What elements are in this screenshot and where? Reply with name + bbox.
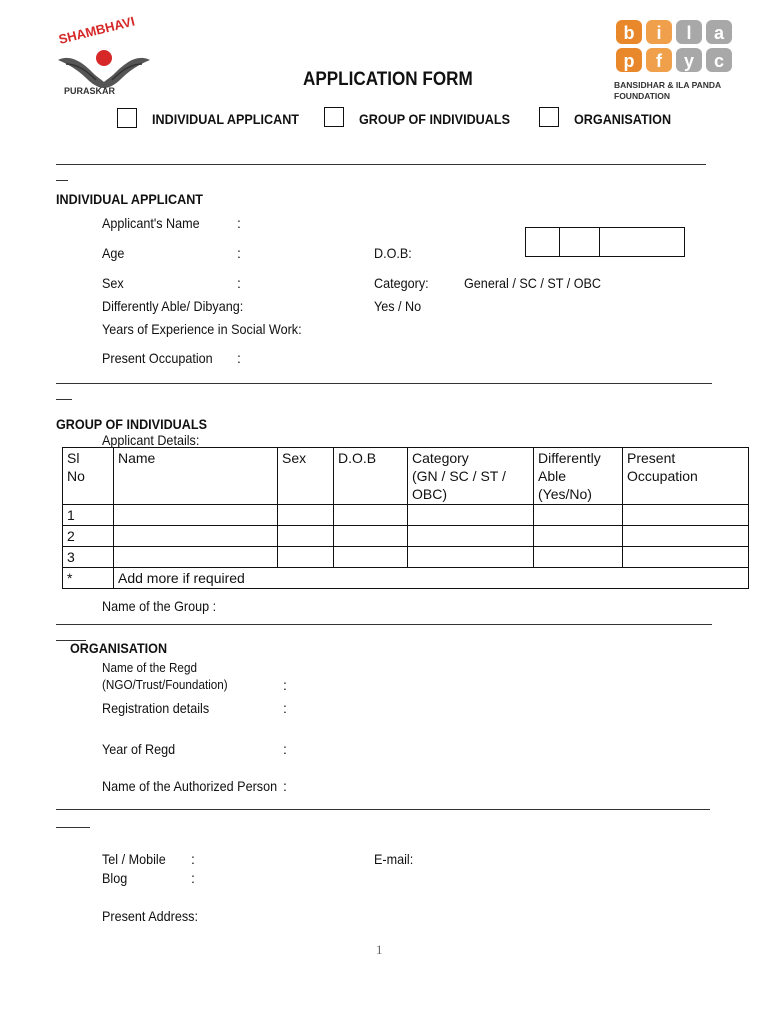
year-of-regd-colon: :	[283, 741, 287, 757]
regd-name-colon: :	[283, 677, 287, 693]
differently-able-options: Yes / No	[374, 298, 422, 314]
tel-mobile-label: Tel / Mobile	[102, 851, 166, 867]
bipf-foundation-logo	[614, 18, 734, 108]
separator-line-tail	[56, 180, 68, 181]
applicant-name-colon: :	[237, 215, 241, 231]
add-more-text: Add more if required	[114, 568, 749, 589]
occupation-label: Present Occupation	[102, 350, 213, 366]
logo-glyph-0: b	[623, 23, 635, 43]
table-row	[63, 526, 749, 547]
individual-applicant-choice-label: INDIVIDUAL APPLICANT	[152, 111, 300, 127]
logo-glyph-4: p	[623, 51, 635, 71]
regd-name-label-line2: (NGO/Trust/Foundation)	[102, 677, 228, 692]
table-row	[63, 547, 749, 568]
group-of-individuals-choice-label: GROUP OF INDIVIDUALS	[359, 111, 510, 127]
row-number: 3	[63, 547, 114, 568]
email-label: E-mail:	[374, 851, 414, 867]
occupation-colon: :	[237, 350, 241, 366]
individual-applicant-checkbox[interactable]	[117, 108, 137, 128]
separator-line	[56, 809, 710, 810]
page-number: 1	[376, 942, 383, 957]
table-row	[63, 505, 749, 526]
dob-day-box[interactable]	[525, 227, 560, 257]
table-header-row	[63, 448, 749, 505]
dob-input-boxes[interactable]	[525, 227, 685, 257]
logo-glyph-5: f	[656, 51, 662, 71]
logo-right-line1: BANSIDHAR & ILA PANDA	[614, 80, 722, 90]
age-label: Age	[102, 245, 125, 261]
group-name-label: Name of the Group :	[102, 598, 217, 614]
differently-able-label: Differently Able/ Dibyang:	[102, 298, 244, 314]
blog-colon: :	[191, 870, 195, 886]
registration-details-colon: :	[283, 700, 287, 716]
authorized-person-colon: :	[283, 778, 287, 794]
logo-right-line2: FOUNDATION	[614, 91, 671, 101]
col-present-occupation: Present Occupation	[623, 448, 749, 505]
present-address-label: Present Address:	[102, 908, 198, 924]
applicant-details-label: Applicant Details:	[102, 432, 200, 448]
sex-colon: :	[237, 275, 241, 291]
category-label: Category:	[374, 275, 429, 291]
applicant-name-label: Applicant's Name	[102, 215, 200, 231]
sex-label: Sex	[102, 275, 124, 291]
separator-line	[56, 383, 712, 384]
registration-details-label: Registration details	[102, 700, 210, 716]
col-category: Category (GN / SC / ST / OBC)	[408, 448, 534, 505]
logo-glyph-3: a	[713, 23, 725, 43]
logo-glyph-1: i	[656, 23, 662, 43]
regd-name-label-line1: Name of the Regd	[102, 660, 197, 675]
authorized-person-label: Name of the Authorized Person	[102, 778, 278, 794]
logo-glyph-2: l	[686, 23, 692, 43]
tel-mobile-colon: :	[191, 851, 195, 867]
row-number: 1	[63, 505, 114, 526]
group-section-heading: GROUP OF INDIVIDUALS	[56, 416, 207, 432]
group-of-individuals-checkbox[interactable]	[324, 107, 344, 127]
group-applicants-table	[62, 447, 749, 589]
blog-label: Blog	[102, 870, 128, 886]
age-colon: :	[237, 245, 241, 261]
logo-left-arc-text: SHAMBHAVI	[57, 14, 137, 47]
organisation-checkbox[interactable]	[539, 107, 559, 127]
form-title: APPLICATION FORM	[303, 69, 473, 90]
separator-line-tail	[56, 827, 90, 828]
logo-glyph-7: c	[713, 51, 725, 71]
dob-year-box[interactable]	[600, 227, 685, 257]
separator-line-tail	[56, 399, 72, 400]
individual-section-heading: INDIVIDUAL APPLICANT	[56, 191, 204, 207]
col-sl-no: Sl No	[63, 448, 114, 505]
logo-glyph-6: y	[683, 51, 695, 71]
category-options: General / SC / ST / OBC	[464, 275, 602, 291]
dob-month-box[interactable]	[560, 227, 600, 257]
col-sex: Sex	[278, 448, 334, 505]
separator-line	[56, 624, 712, 625]
col-differently-able: Differently Able (Yes/No)	[534, 448, 623, 505]
organisation-choice-label: ORGANISATION	[574, 111, 672, 127]
dob-label: D.O.B:	[374, 245, 412, 261]
col-name: Name	[114, 448, 278, 505]
logo-left-bottom-text: PURASKAR	[64, 86, 116, 96]
separator-line	[56, 164, 706, 165]
col-dob: D.O.B	[334, 448, 408, 505]
organisation-section-heading: ORGANISATION	[70, 640, 168, 656]
add-more-marker: *	[63, 568, 114, 589]
experience-label: Years of Experience in Social Work:	[102, 321, 302, 337]
table-row-add-more	[63, 568, 749, 589]
row-number: 2	[63, 526, 114, 547]
year-of-regd-label: Year of Regd	[102, 741, 176, 757]
shambhavi-puraskar-logo	[48, 14, 158, 96]
